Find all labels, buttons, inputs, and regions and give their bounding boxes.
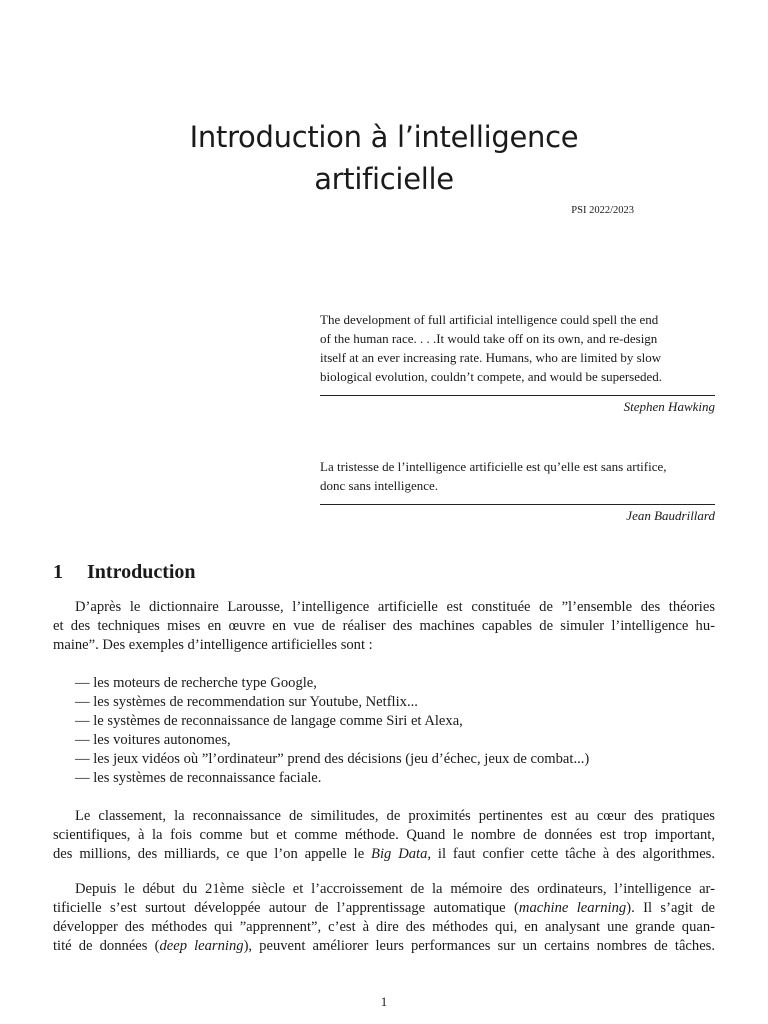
title-line-2: artificielle xyxy=(314,162,454,196)
paragraph-line: et des techniques mises en œuvre en vue de réaliser des machines capables de simuler l’intelligence hu- xyxy=(53,618,715,634)
text-run: des millions, des milliards, ce que l’on appelle le xyxy=(53,846,372,862)
list-item: — les voitures autonomes, xyxy=(75,732,231,748)
epigraph-line: of the human race. . . .It would take off on its own, and re-design xyxy=(320,331,658,346)
list-item: — les moteurs de recherche type Google, xyxy=(75,675,317,691)
text-run: ). Il s’agit de xyxy=(626,900,716,916)
paragraph-line xyxy=(53,845,715,864)
paragraph-line: Depuis le début du 21ème siècle et l’accroissement de la mémoire des ordinateurs, l’intelligence ar- xyxy=(75,881,715,897)
text-run: ), peuvent améliorer leurs performances sur un certains nombres de tâches. xyxy=(243,938,716,954)
emphasis-machine-learning: machine learning xyxy=(518,900,627,916)
document-title xyxy=(0,116,768,200)
emphasis-deep-learning: deep learning xyxy=(159,938,244,954)
text-run: tificielle s’est surtout développée autour de l’apprentissage automatique ( xyxy=(53,900,519,916)
list-item: — le systèmes de reconnaissance de langage comme Siri et Alexa, xyxy=(75,713,463,729)
epigraph-author: Jean Baudrillard xyxy=(626,508,715,523)
paragraph-line: Le classement, la reconnaissance de similitudes, de proximités pertinentes est au cœur des pratiques xyxy=(75,808,715,824)
list-item: — les systèmes de recommendation sur Youtube, Netflix... xyxy=(75,694,418,710)
epigraph-rule xyxy=(320,504,715,505)
epigraph-line: biological evolution, couldn’t compete, and would be superseded. xyxy=(320,369,663,384)
epigraph-hawking xyxy=(320,310,715,416)
epigraph-baudrillard xyxy=(320,457,715,525)
epigraph-line: La tristesse de l’intelligence artificielle est qu’elle est sans artifice, xyxy=(320,459,667,474)
epigraph-line: The development of full artificial intelligence could spell the end xyxy=(320,312,659,327)
paragraph-definition xyxy=(53,598,715,655)
epigraph-rule xyxy=(320,395,715,396)
paragraph-big-data xyxy=(53,807,715,864)
title-line-1: Introduction à l’intelligence xyxy=(189,120,579,154)
list-item: — les jeux vidéos où ”l’ordinateur” prend des décisions (jeu d’échec, jeux de combat...) xyxy=(75,751,590,767)
section-heading xyxy=(53,561,196,584)
paragraph-line: développer des méthodes qui ”apprennent”, c’est à dire des méthodes qui, en analysant une grande quan- xyxy=(53,919,715,935)
section-number: 1 xyxy=(53,561,63,583)
examples-list xyxy=(75,674,715,788)
epigraph-line: itself at an ever increasing rate. Humans, who are limited by slow xyxy=(320,350,662,365)
text-run: tité de données ( xyxy=(53,938,160,954)
paragraph-machine-learning xyxy=(53,880,715,956)
paragraph-line: D’après le dictionnaire Larousse, l’intelligence artificielle est constituée de ”l’ensemble des théories xyxy=(75,599,715,615)
epigraph-text xyxy=(320,310,715,386)
text-run: , il faut confier cette tâche à des algorithmes. xyxy=(427,846,715,862)
paragraph-line: maine”. Des exemples d’intelligence artificielles sont : xyxy=(53,637,373,653)
section-title: Introduction xyxy=(87,561,196,583)
emphasis-big-data: Big Data xyxy=(371,846,428,862)
document-date: PSI 2022/2023 xyxy=(571,205,634,216)
epigraph-line: donc sans intelligence. xyxy=(320,478,439,493)
list-item: — les systèmes de reconnaissance faciale. xyxy=(75,770,322,786)
epigraph-text xyxy=(320,457,715,495)
paragraph-line xyxy=(53,899,715,918)
paragraph-line: scientifiques, à la fois comme but et comme méthode. Quand le nombre de données est trop important, xyxy=(53,827,715,843)
paragraph-line xyxy=(53,937,715,956)
epigraph-author: Stephen Hawking xyxy=(623,399,715,414)
page-number: 1 xyxy=(380,994,388,1009)
